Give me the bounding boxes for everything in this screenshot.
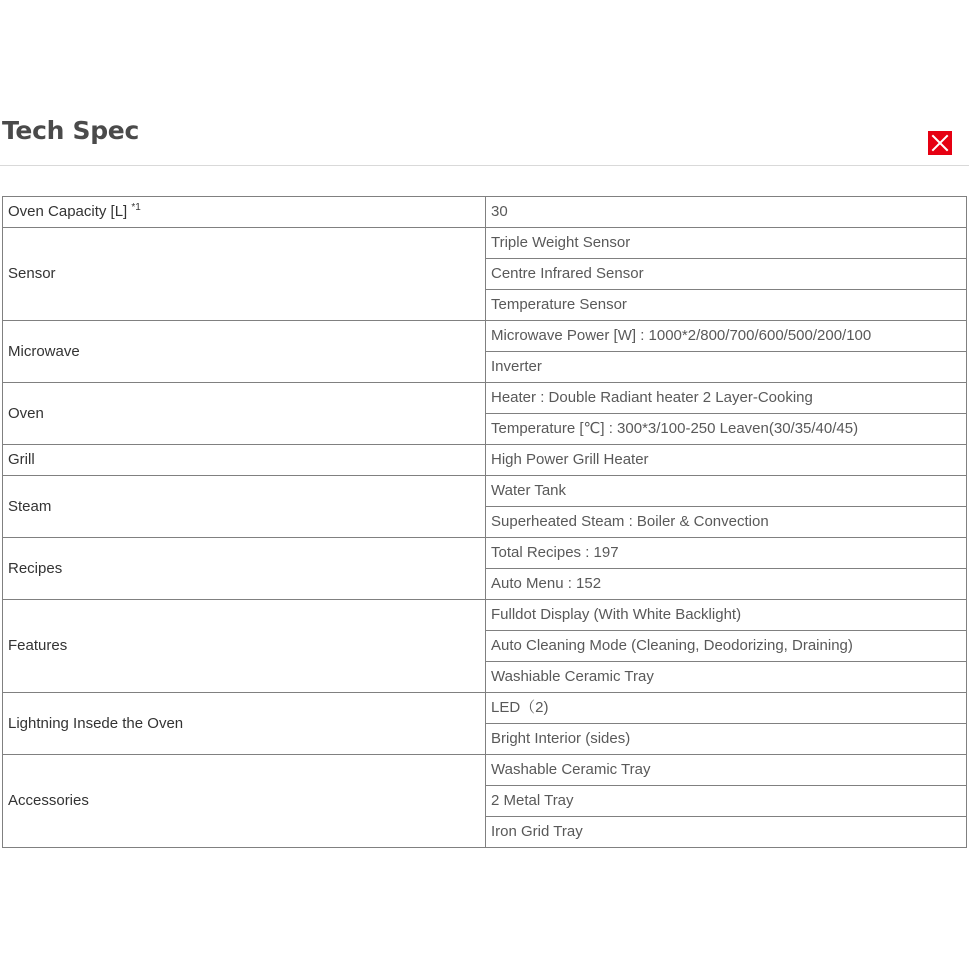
- spec-value: Iron Grid Tray: [486, 817, 967, 848]
- footnote-marker: *1: [131, 202, 141, 213]
- table-row: [3, 600, 967, 631]
- spec-category: [3, 755, 486, 848]
- spec-value: Auto Cleaning Mode (Cleaning, Deodorizing, Draining): [486, 631, 967, 662]
- spec-category-label: Steam: [8, 497, 52, 515]
- spec-value: Bright Interior (sides): [486, 724, 967, 755]
- table-row: [3, 383, 967, 414]
- table-row: [3, 197, 967, 228]
- spec-value: Total Recipes : 197: [486, 538, 967, 569]
- spec-value: LED（2): [486, 693, 967, 724]
- spec-value: 2 Metal Tray: [486, 786, 967, 817]
- spec-category: [3, 383, 486, 445]
- spec-category: [3, 693, 486, 755]
- spec-category: [3, 197, 486, 228]
- spec-category-label: Grill: [8, 451, 35, 468]
- spec-category-label: Lightning Insede the Oven: [8, 714, 184, 732]
- spec-value: Water Tank: [486, 476, 967, 507]
- table-row: [3, 228, 967, 259]
- spec-value: Washiable Ceramic Tray: [486, 662, 967, 693]
- table-row: [3, 476, 967, 507]
- spec-category-label: Recipes: [8, 559, 63, 577]
- spec-value: Microwave Power [W] : 1000*2/800/700/600/500/200/100: [486, 321, 967, 352]
- spec-value: Fulldot Display (With White Backlight): [486, 600, 967, 631]
- spec-value: Heater : Double Radiant heater 2 Layer-Cooking: [486, 383, 967, 414]
- spec-category: [3, 321, 486, 383]
- spec-category-label: Accessories: [8, 792, 89, 809]
- close-button[interactable]: [928, 131, 952, 155]
- table-row: [3, 755, 967, 786]
- spec-table: [2, 196, 967, 848]
- spec-category: [3, 600, 486, 693]
- spec-value: Centre Infrared Sensor: [486, 259, 967, 290]
- spec-category-label: Oven: [8, 404, 44, 422]
- header-divider: [0, 165, 969, 166]
- spec-value: Auto Menu : 152: [486, 569, 967, 600]
- table-row: [3, 538, 967, 569]
- table-row: [3, 693, 967, 724]
- spec-category: [3, 476, 486, 538]
- spec-value: Superheated Steam : Boiler & Convection: [486, 507, 967, 538]
- spec-value: Temperature Sensor: [486, 290, 967, 321]
- spec-category: [3, 445, 486, 476]
- spec-category-label: Features: [8, 637, 68, 654]
- spec-category-label: Oven Capacity [L]: [8, 203, 128, 220]
- spec-value: 30: [486, 197, 967, 228]
- spec-category-label: Sensor: [8, 265, 56, 282]
- spec-value: Triple Weight Sensor: [486, 228, 967, 259]
- close-icon: [928, 131, 952, 155]
- spec-value: High Power Grill Heater: [486, 445, 967, 476]
- spec-category: [3, 538, 486, 600]
- spec-value: Temperature [℃] : 300*3/100-250 Leaven(30/35/40/45): [486, 414, 967, 445]
- table-row: [3, 321, 967, 352]
- spec-value: Inverter: [486, 352, 967, 383]
- page-title: Tech Spec: [2, 116, 139, 145]
- spec-category: [3, 228, 486, 321]
- spec-category-label: Microwave: [8, 342, 80, 360]
- table-row: [3, 445, 967, 476]
- spec-value: Washable Ceramic Tray: [486, 755, 967, 786]
